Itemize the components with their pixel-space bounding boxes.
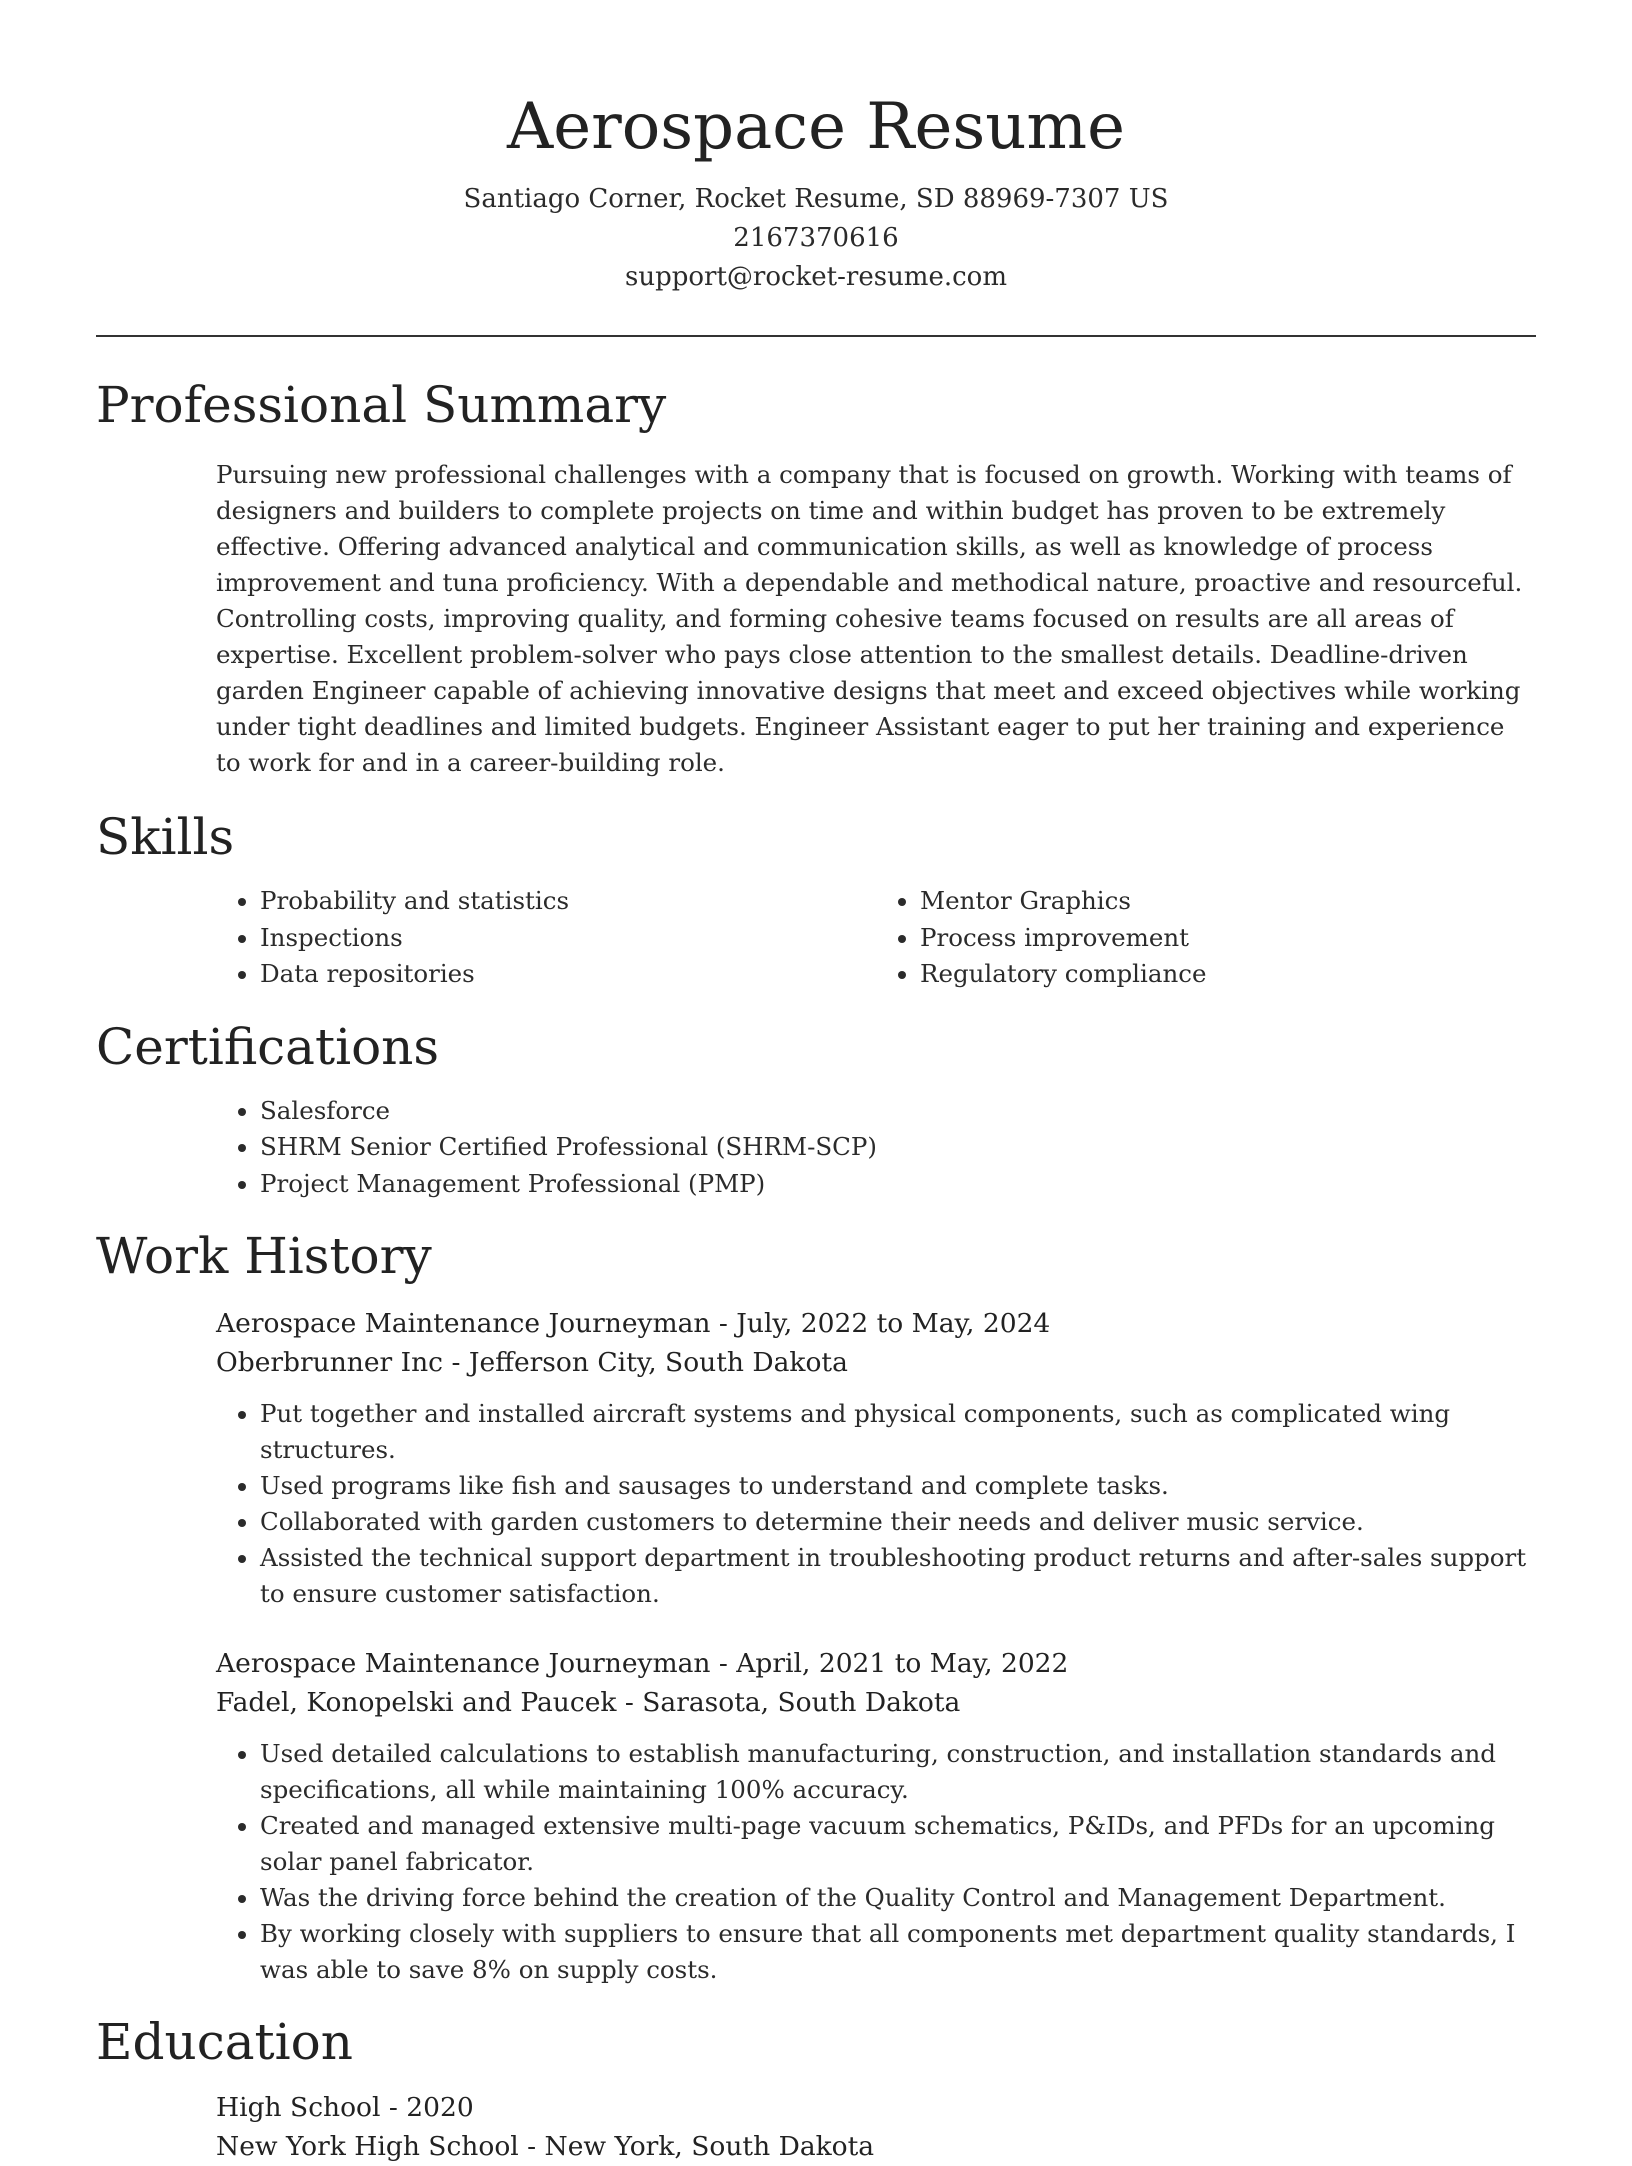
job-organization: Oberbrunner Inc - Jefferson City, South Dakota xyxy=(216,1347,848,1378)
job-bullet: • Assisted the technical support department in troubleshooting product returns and after-sales support to ensure customer satisfaction. xyxy=(260,1540,1536,1612)
skills-list-left xyxy=(96,883,876,993)
education-section xyxy=(96,2010,1536,2166)
skills-grid xyxy=(96,883,1536,993)
certification-item: • SHRM Senior Certified Professional (SHRM-SCP) xyxy=(260,1129,1536,1166)
job-bullet: • Put together and installed aircraft systems and physical components, such as complicated wing structures. xyxy=(260,1396,1536,1468)
education-heading: High School - 2020 xyxy=(216,2092,474,2123)
contact-block xyxy=(96,180,1536,297)
contact-phone: 2167370616 xyxy=(733,223,899,253)
certifications-section xyxy=(96,1015,1536,1203)
education-entry xyxy=(216,2088,1536,2166)
skill-item: • Mentor Graphics xyxy=(920,883,1536,920)
job-heading: Aerospace Maintenance Journeyman - April, 2021 to May, 2022 xyxy=(216,1648,1069,1679)
summary-section xyxy=(96,373,1536,781)
job-entry xyxy=(216,1644,1536,1988)
skill-item: • Probability and statistics xyxy=(260,883,876,920)
contact-address: Santiago Corner, Rocket Resume, SD 88969-7307 US xyxy=(463,184,1169,214)
job-bullet: • Used programs like fish and sausages to understand and complete tasks. xyxy=(260,1468,1536,1504)
summary-title: Professional Summary xyxy=(96,376,667,434)
certifications-title: Certifications xyxy=(96,1017,440,1076)
skill-item: • Data repositories xyxy=(260,956,876,993)
certification-item: • Project Management Professional (PMP) xyxy=(260,1166,1536,1203)
skill-item: • Regulatory compliance xyxy=(920,956,1536,993)
resume-header xyxy=(96,0,1536,297)
skill-item: • Process improvement xyxy=(920,920,1536,957)
summary-text: Pursuing new professional challenges with a company that is focused on growth. Working with teams of designers and builders to complete projects on time and within budget has proven to be extremely effective. Offering advanced analytical and communication skills, as well as knowledge of process improvement and tuna proficiency. With a dependable and methodical nature, proactive and resourceful. Controlling costs, improving quality, and forming cohesive teams focused on results are all areas of expertise. Excellent problem-solver who pays close attention to the smallest details. Deadline-driven garden Engineer capable of achieving innovative designs that meet and exceed objectives while working under tight deadlines and limited budgets. Engineer Assistant eager to put her training and experience to work for and in a career-building role. xyxy=(216,460,1523,777)
skills-section xyxy=(96,805,1536,993)
job-bullet: • Collaborated with garden customers to determine their needs and deliver music service. xyxy=(260,1504,1536,1540)
job-heading: Aerospace Maintenance Journeyman - July, 2022 to May, 2024 xyxy=(216,1308,1051,1339)
skill-item: • Inspections xyxy=(260,920,876,957)
job-bullets xyxy=(216,1396,1536,1612)
certifications-list xyxy=(96,1093,1536,1203)
job-bullet: • Was the driving force behind the creation of the Quality Control and Management Department. xyxy=(260,1880,1536,1916)
job-bullets xyxy=(216,1736,1536,1988)
skills-title: Skills xyxy=(96,808,235,866)
resume-page xyxy=(96,0,1536,2166)
header-divider xyxy=(96,335,1536,337)
job-bullet: • Used detailed calculations to establish manufacturing, construction, and installation standards and specifications, all while maintaining 100% accuracy. xyxy=(260,1736,1536,1808)
certification-item: • Salesforce xyxy=(260,1093,1536,1130)
education-organization: New York High School - New York, South Dakota xyxy=(216,2131,875,2162)
job-bullet: • Created and managed extensive multi-page vacuum schematics, P&IDs, and PFDs for an upcoming solar panel fabricator. xyxy=(260,1808,1536,1880)
work-history-title: Work History xyxy=(96,1227,432,1285)
job-organization: Fadel, Konopelski and Paucek - Sarasota, South Dakota xyxy=(216,1687,961,1718)
skills-list-right xyxy=(876,883,1536,993)
resume-name: Aerospace Resume xyxy=(507,90,1125,164)
education-title: Education xyxy=(96,2013,353,2071)
job-bullet: • By working closely with suppliers to ensure that all components met department quality standards, I was able to save 8% on supply costs. xyxy=(260,1916,1536,1988)
contact-email: support@rocket-resume.com xyxy=(624,262,1007,292)
job-entry xyxy=(216,1304,1536,1612)
work-history-section xyxy=(96,1224,1536,1988)
